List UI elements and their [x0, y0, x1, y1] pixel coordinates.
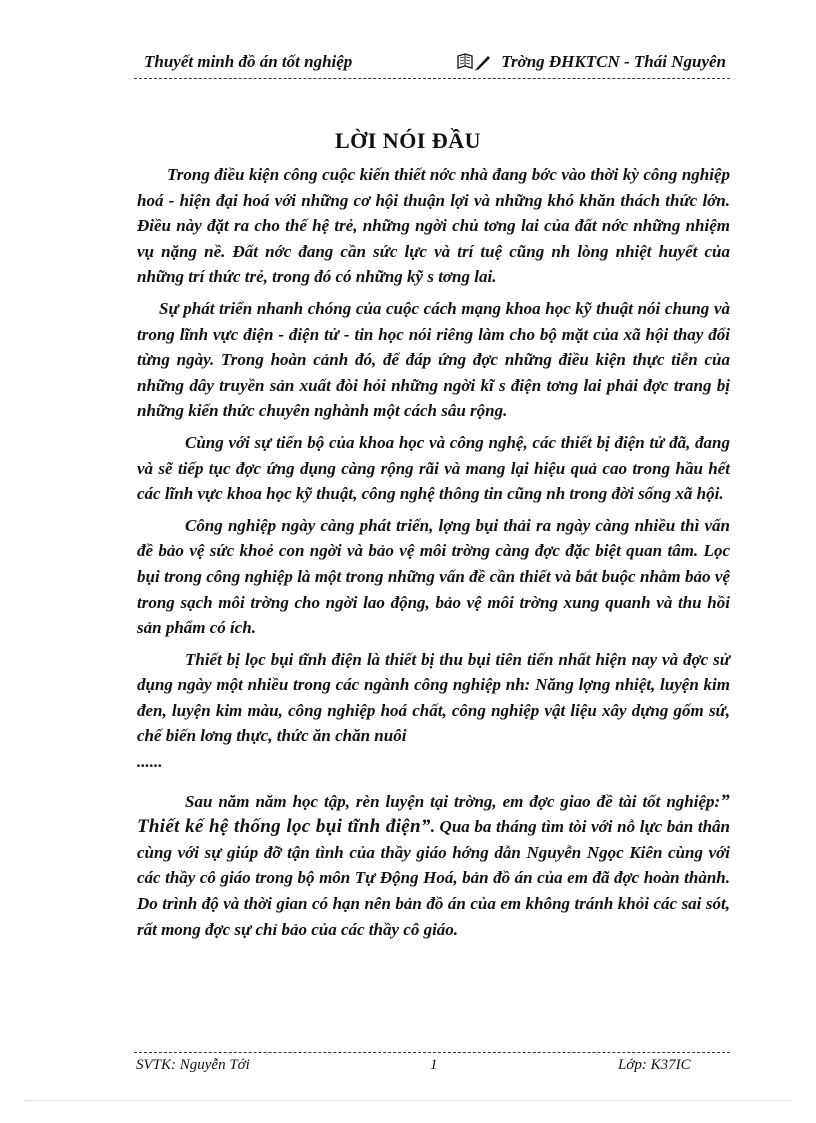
- paragraph-6: [137, 789, 730, 943]
- header-document-title: Thuyết minh đồ án tốt nghiệp: [144, 52, 353, 71]
- page-footer: [134, 1052, 730, 1079]
- footer-page-number: 1: [430, 1057, 438, 1073]
- book-pen-icon: [457, 53, 491, 71]
- page-header: [134, 44, 730, 79]
- paragraph-2: Sự phát triển nhanh chóng của cuộc cách mạng khoa học kỹ thuật nói chung và trong lĩnh vực điện - điện tử - tin học nói riêng làm cho bộ mặt của xã hội thay đổi từng ngày. Trong hoàn cảnh đó, để đáp ứng đợc những điều kiện thực tiễn của những dây truyền sản xuất đòi hỏi những ngời kĩ s điện tơng lai phải đợc trang bị những kiến thức chuyên nghành một cách sâu rộng.: [137, 298, 730, 421]
- footer-student: SVTK: Nguyễn Tới: [136, 1057, 250, 1073]
- page-title: LỜI NÓI ĐẦU: [334, 128, 482, 153]
- document-body: [137, 162, 730, 948]
- paragraph-4: Công nghiệp ngày càng phát triển, lợng bụi thải ra ngày càng nhiều thì vấn đề bảo vệ sức khoẻ con ngời và bảo vệ môi trờng càng đợc đặc biệt quan tâm. Lọc bụi trong công nghiệp là một trong những vấn đề cần thiết và bắt buộc nhằm bảo vệ trong sạch môi trờng cho ngời lao động, bảo vệ môi trờng xung quanh và thu hồi sản phẩm có ích.: [137, 515, 730, 638]
- paragraph-3: Cùng với sự tiến bộ của khoa học và công nghệ, các thiết bị điện tử đã, đang và sẽ tiếp tục đợc ứng dụng càng rộng rãi và mang lại hiệu quả cao trong hầu hết các lĩnh vực khoa học kỹ thuật, công nghệ thông tin cũng nh trong đời sống xã hội.: [137, 432, 730, 504]
- paragraph-6-end: . Qua ba tháng tìm tòi với nỗ lực bản thân cùng với sự giúp đỡ tận tình của thầy giáo hớng dẫn Nguyễn Ngọc Kiên cùng với các thầy cô giáo trong bộ môn Tự Động Hoá, bản đồ án của em đã đợc hoàn thành. Do trình độ và thời gian có hạn nên bản đồ án của em không tránh khỏi các sai sót, rất mong đợc sự chỉ bảo của các thầy cô giáo.: [137, 817, 730, 939]
- ellipsis-line: ......: [137, 752, 163, 772]
- paragraph-1: Trong điều kiện công cuộc kiến thiết nớc nhà đang bớc vào thời kỳ công nghiệp hoá - hiện đại hoá với những cơ hội thuận lợi và những khó khăn thách thức lớn. Điều này đặt ra cho thế hệ trẻ, những ngời chủ tơng lai của đất nớc những nhiệm vụ nặng nề. Đất nớc đang cần sức lực và trí tuệ cũng nh lòng nhiệt huyết của những trí thức trẻ, trong đó có những kỹ s tơng lai.: [137, 165, 730, 287]
- footer-class: Lớp: K37IC: [618, 1057, 691, 1073]
- header-right: [457, 52, 726, 72]
- header-school: Trờng ĐHKTCN - Thái Nguyên: [501, 52, 726, 71]
- thesis-topic: ” Thiết kế hệ thống lọc bụi tĩnh điện”: [137, 790, 730, 838]
- paragraph-5: Thiết bị lọc bụi tĩnh điện là thiết bị thu bụi tiên tiến nhất hiện nay và đợc sử dụng ngày một nhiều trong các ngành công nghiệp nh: Năng lợng nhiệt, luyện kim đen, luyện kim màu, công nghiệp hoá chất, công nghiệp vật liệu xây dựng gốm sứ, chế biến lơng thực, thức ăn chăn nuôi: [137, 649, 730, 746]
- paragraph-6-start: Sau năm năm học tập, rèn luyện tại trờng, em đợc giao đề tài tốt nghiệp:: [185, 791, 721, 811]
- page-edge-divider: [24, 1100, 792, 1101]
